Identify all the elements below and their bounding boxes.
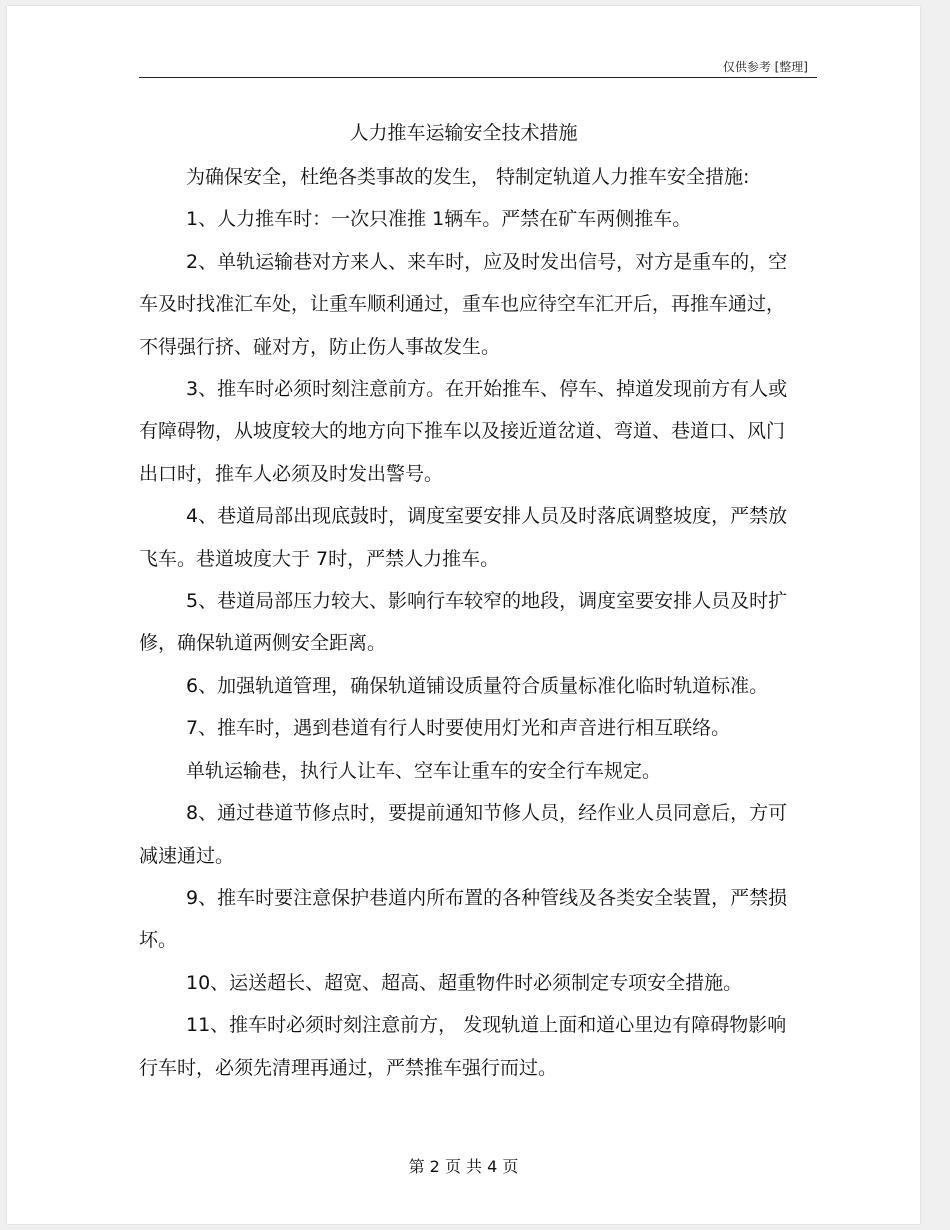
paragraph-intro: 为确保安全，杜绝各类事故的发生， 特制定轨道人力推车安全措施: [186, 166, 750, 188]
header-note: 仅供参考 [整理] [722, 60, 808, 74]
header-rule [139, 77, 817, 78]
paragraph-5: 5、巷道局部压力较大、影响行车较窄的地段，调度室要安排人员及时扩修，确保轨道两侧安全距离。 [139, 590, 788, 655]
paragraph-7-note: 单轨运输巷，执行人让车、空车让重车的安全行车规定。 [186, 759, 662, 782]
paragraph-10: 10、运送超长、超宽、超高、超重物件时必须制定专项安全措施。 [186, 971, 743, 994]
document-title: 人力推车运输安全技术措施 [349, 122, 578, 144]
paragraph-8: 8、通过巷道节修点时，要提前通知节修人员，经作业人员同意后，方可减速通过。 [139, 802, 788, 867]
paragraph-4: 4、巷道局部出现底鼓时，调度室要安排人员及时落底调整坡度，严禁放飞车。巷道坡度大于 7时，严禁人力推车。 [139, 505, 788, 570]
paragraph-3: 3、推车时必须时刻注意前方。在开始推车、停车、掉道发现前方有人或有障碍物，从坡度较大的地方向下推车以及接近道岔道、弯道、巷道口、风门出口时，推车人必须及时发出警号。 [139, 378, 788, 485]
paragraph-2: 2、单轨运输巷对方来人、来车时，应及时发出信号，对方是重车的，空车及时找准汇车处，让重车顺利通过，重车也应待空车汇开后，再推车通过，不得强行挤、碰对方，防止伤人事故发生。 [139, 250, 788, 358]
paragraph-6: 6、加强轨道管理，确保轨道铺设质量符合质量标准化临时轨道标准。 [186, 674, 769, 697]
paragraph-11: 11、推车时必须时刻注意前方， 发现轨道上面和道心里边有障碍物影响行车时，必须先清理再通过，严禁推车强行而过。 [139, 1014, 787, 1079]
paragraph-9: 9、推车时要注意保护巷道内所布置的各种管线及各类安全装置，严禁损坏。 [139, 886, 788, 952]
paragraph-1: 1、人力推车时：一次只准推 1辆车。严禁在矿车两侧推车。 [186, 208, 692, 231]
paragraph-7: 7、推车时，遇到巷道有行人时要使用灯光和声音进行相互联络。 [186, 717, 731, 740]
document-body [139, 156, 799, 1089]
document-page [7, 6, 920, 1224]
page-number-footer: 第 2 页 共 4 页 [408, 1157, 519, 1176]
